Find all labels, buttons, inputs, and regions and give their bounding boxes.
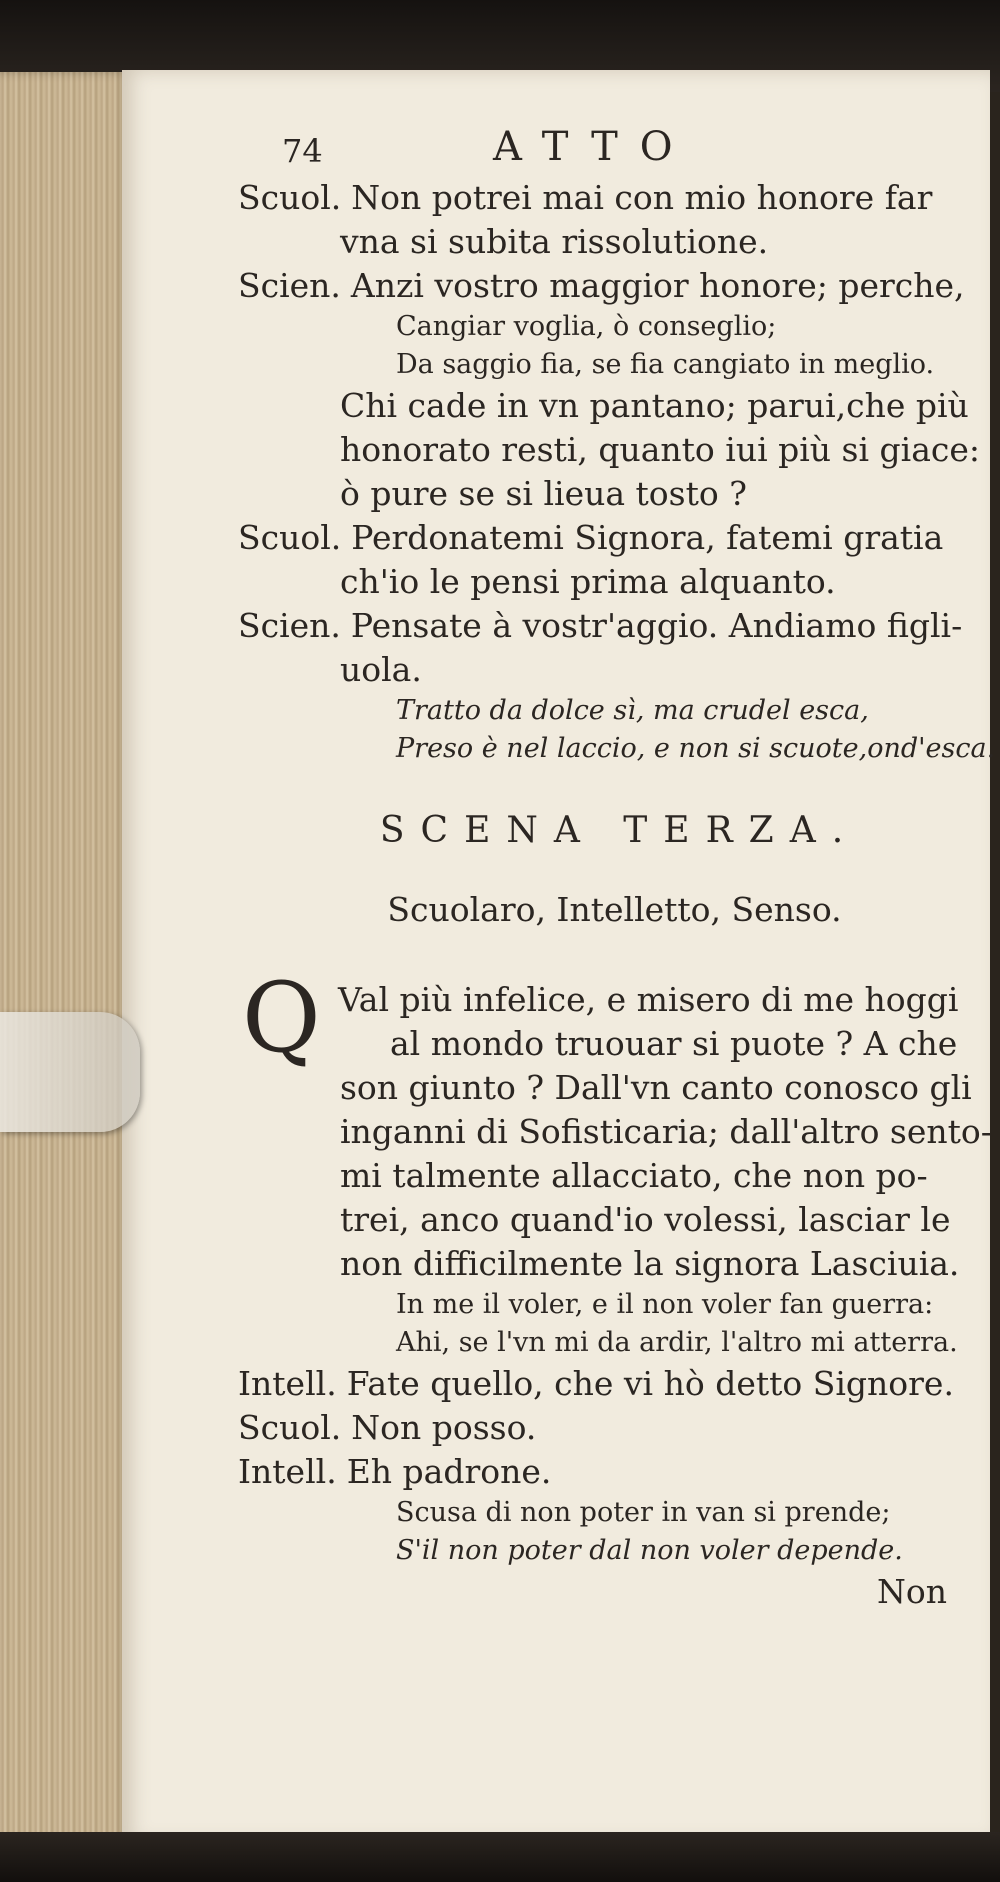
speech-text: Fate quello, che vi hò detto Signore. [346, 1364, 954, 1403]
dialogue-line [238, 1450, 983, 1494]
monologue-line: Val più infelice, e misero di me hoggi [338, 980, 959, 1019]
catchword: Non [877, 1572, 947, 1611]
speech-text: uola. [340, 650, 422, 689]
dialogue-block-4 [238, 1362, 983, 1494]
monologue-paragraph [238, 962, 992, 1286]
speech-text: Pensate à vostr'aggio. Andiamo figli- [350, 606, 963, 645]
dialogue-line [238, 176, 983, 220]
speaker-label: Scien. [238, 606, 341, 645]
dialogue-block-2 [238, 384, 983, 516]
verse-line: Scusa di non poter in van si prende; [396, 1497, 891, 1528]
running-head [238, 118, 983, 176]
page-clip [0, 1012, 140, 1132]
scene-characters: Scuolaro, Intelletto, Senso. [387, 890, 842, 929]
dialogue-line: Chi cade in vn pantano; parui,che più [340, 386, 969, 425]
verse-line: Da saggio fia, se fia cangiato in meglio. [396, 349, 935, 380]
dialogue-line [238, 220, 983, 264]
speech-text: Perdonatemi Signora, fatemi gratia [351, 518, 944, 557]
monologue-line: son giunto ? Dall'vn canto conosco gli [340, 1068, 972, 1107]
verse-line: Ahi, se l'vn mi da ardir, l'altro mi atterra. [396, 1327, 958, 1358]
monologue-line: al mondo truouar si puote ? A che [390, 1024, 958, 1063]
page-text [238, 118, 996, 1614]
speaker-label: Intell. [238, 1364, 337, 1403]
verse-line: S'il non poter dal non voler depende. [396, 1535, 903, 1566]
speaker-label: Scuol. [238, 518, 342, 557]
dialogue-line [238, 516, 983, 560]
monologue-line: trei, anco quand'io volessi, lasciar le [340, 1200, 951, 1239]
monologue-line: non difficilmente la signora Lasciuia. [340, 1244, 960, 1283]
dialogue-line [238, 1362, 983, 1406]
speech-text: Non potrei mai con mio honore far [351, 178, 933, 217]
scene-heading: SCENA TERZA. [379, 810, 860, 851]
verse-line: Cangiar voglia, ò conseglio; [396, 311, 777, 342]
verse-line: In me il voler, e il non voler fan guerra: [396, 1289, 934, 1320]
dialogue-line: ò pure se si lieua tosto ? [340, 474, 747, 513]
dialogue-line [238, 648, 983, 692]
speech-text: Non posso. [351, 1408, 537, 1447]
dialogue-line [238, 1406, 983, 1450]
scan-background-bottom [0, 1832, 1000, 1882]
speaker-label: Scuol. [238, 1408, 342, 1447]
speech-text: ch'io le pensi prima alquanto. [340, 562, 836, 601]
dialogue-line [238, 604, 983, 648]
verse-line: Tratto da dolce sì, ma crudel esca, [396, 695, 869, 726]
speaker-label: Scuol. [238, 178, 342, 217]
book-fore-edge [0, 72, 130, 1847]
dialogue-line [238, 560, 983, 604]
dialogue-line [238, 264, 983, 308]
drop-cap-letter: Q [242, 962, 321, 1074]
verse-couplet-2 [238, 692, 996, 768]
dialogue-line: honorato resti, quanto iui più si giace: [340, 430, 981, 469]
dialogue-block-3 [238, 516, 983, 692]
page-number: 74 [282, 132, 323, 170]
speech-text: Anzi vostro maggior honore; perche, [350, 266, 965, 305]
speaker-label: Scien. [238, 266, 341, 305]
speech-text: vna si subita rissolutione. [340, 222, 769, 261]
verse-couplet-1 [238, 308, 983, 384]
verse-couplet-4 [238, 1494, 983, 1570]
verse-line: Preso è nel laccio, e non si scuote,ond'esca. [396, 733, 996, 764]
verse-couplet-3 [238, 1286, 983, 1362]
speaker-label: Intell. [238, 1452, 337, 1491]
monologue-line: mi talmente allacciato, che non po- [340, 1156, 928, 1195]
monologue-line: inganni di Sofisticaria; dall'altro sento- [340, 1112, 992, 1151]
running-title: ATTO [493, 124, 695, 170]
dialogue-block-1 [238, 176, 983, 308]
speech-text: Eh padrone. [346, 1452, 552, 1491]
